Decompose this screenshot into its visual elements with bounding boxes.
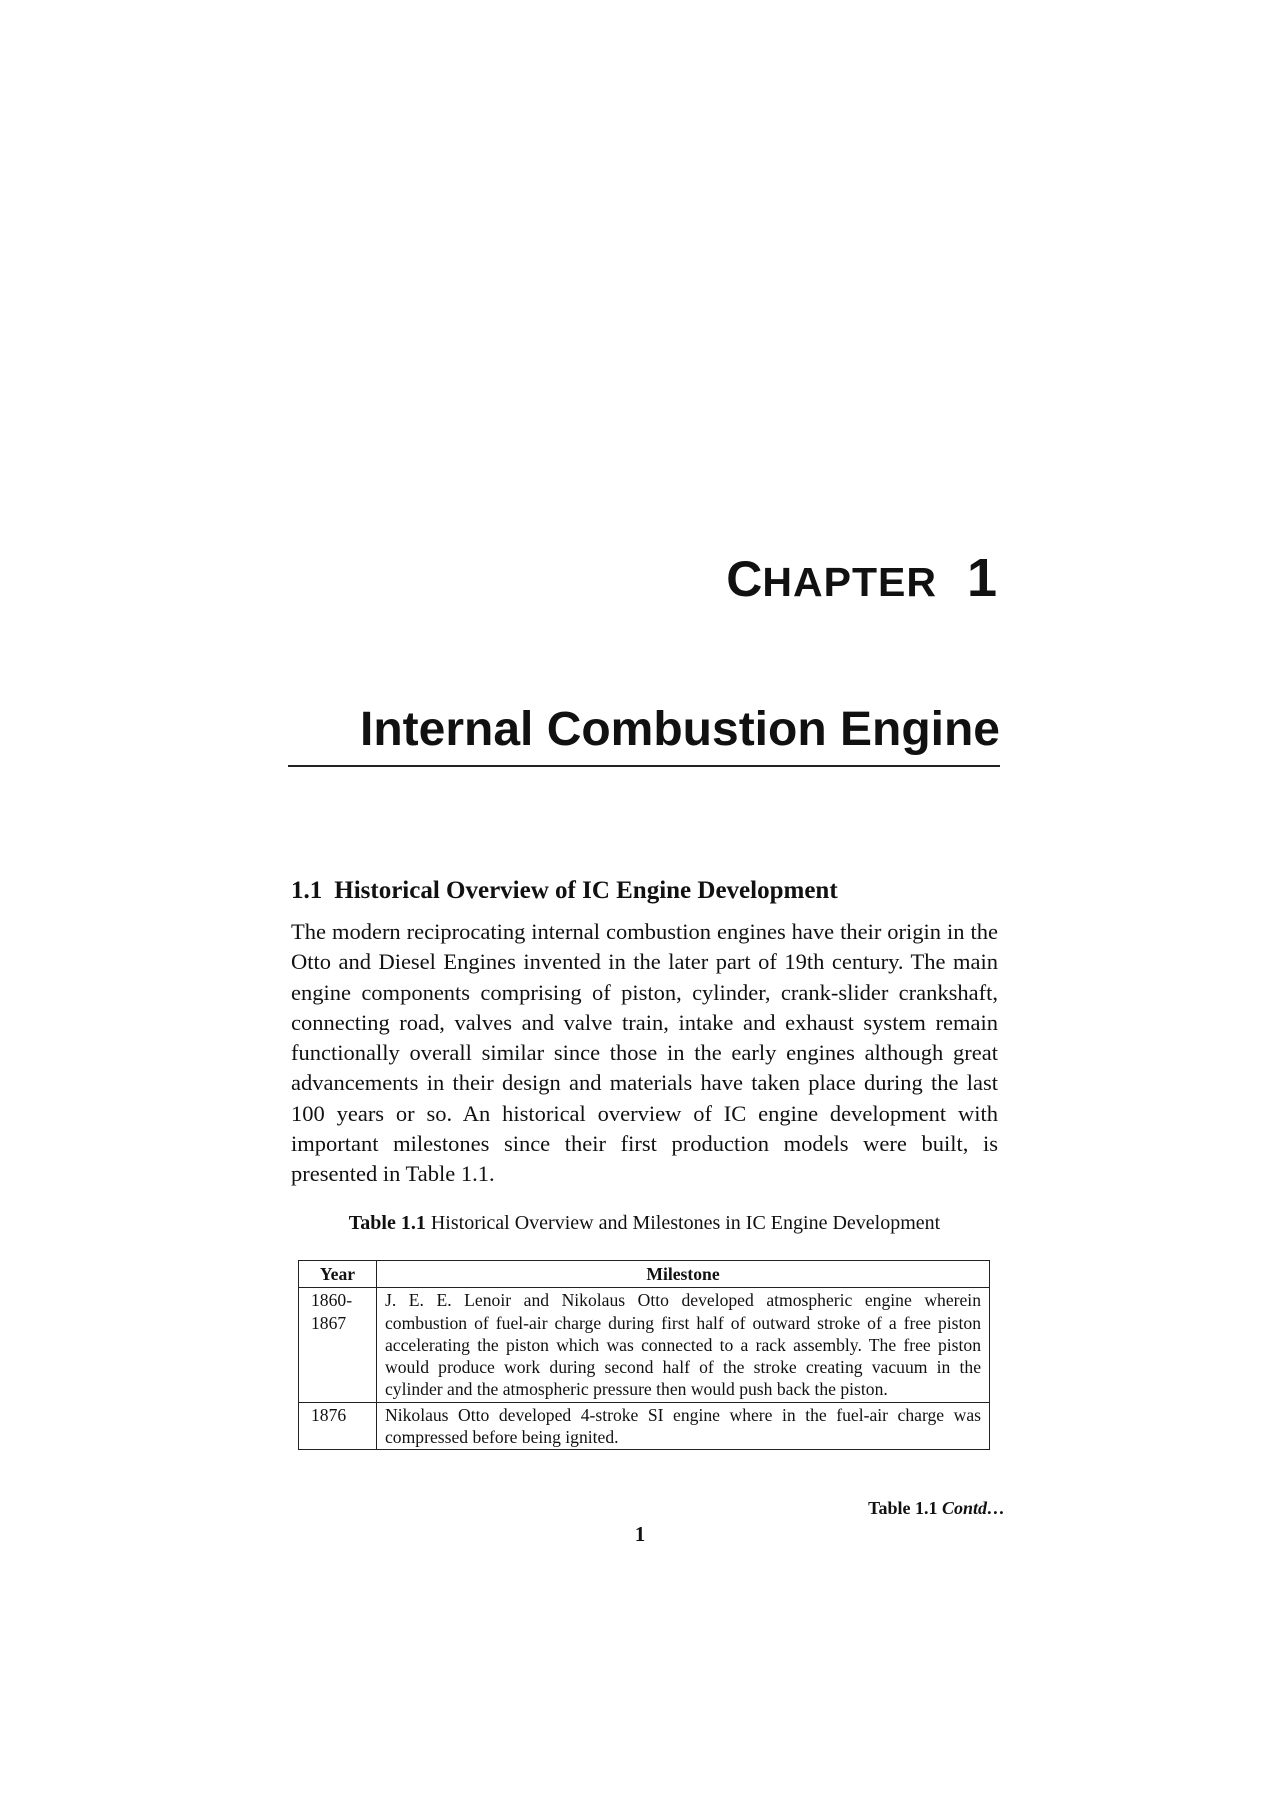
- row-milestone: Nikolaus Otto developed 4-stroke SI engine where in the fuel-air charge was compressed before being ignited.: [377, 1402, 990, 1450]
- body-paragraph: The modern reciprocating internal combustion engines have their origin in the Otto and Diesel Engines invented in the later part of 19th century. The main engine components comprising of piston, cylinder, crank-slider crankshaft, connecting road, valves and valve train, intake and exhaust system remain functionally overall similar since those in the early engines although great advancements in their design and materials have taken place during the last 100 years or so. An historical overview of IC engine development with important milestones since their first production models were built, is presented in Table 1.1.: [291, 919, 998, 1187]
- header-year: Year: [299, 1261, 377, 1288]
- milestones-table: [298, 1260, 990, 1450]
- section-heading: [291, 877, 838, 905]
- table-continued-label: Table 1.1: [868, 1498, 938, 1518]
- table-row: [299, 1288, 990, 1402]
- row-milestone: J. E. E. Lenoir and Nikolaus Otto developed atmospheric engine wherein combustion of fuel-air charge during first half of outward stroke of a free piston accelerating the piston which was connected to a rack assembly. The free piston would produce work during second half of the stroke creating vacuum in the cylinder and the atmospheric pressure then would push back the piston.: [377, 1288, 990, 1402]
- chapter-label-rest: HAPTER: [762, 559, 937, 605]
- row-year-line2: 1867: [311, 1312, 347, 1333]
- table-continued-note: [868, 1498, 1005, 1519]
- table-caption-label: Table 1.1: [348, 1212, 426, 1234]
- row-year: [299, 1402, 377, 1450]
- chapter-label: [726, 548, 997, 608]
- page-number: 1: [634, 1522, 646, 1546]
- chapter-label-initial: C: [726, 551, 763, 607]
- table-header-row: [299, 1261, 990, 1288]
- section-number: 1.1: [291, 877, 323, 904]
- table-caption: [291, 1212, 998, 1235]
- row-year-line1: 1860-: [311, 1290, 353, 1311]
- title-underline: [288, 765, 1000, 767]
- table-caption-text: Historical Overview and Milestones in IC Engine Development: [430, 1212, 941, 1234]
- row-year: [299, 1288, 377, 1402]
- chapter-number: 1: [966, 548, 997, 608]
- chapter-title: Internal Combustion Engine: [359, 703, 1000, 756]
- header-milestone: Milestone: [377, 1261, 990, 1288]
- table-row: [299, 1402, 990, 1450]
- table-continued-text: Contd…: [941, 1498, 1005, 1518]
- section-title: Historical Overview of IC Engine Development: [334, 877, 838, 904]
- row-year-line1: 1876: [311, 1404, 347, 1425]
